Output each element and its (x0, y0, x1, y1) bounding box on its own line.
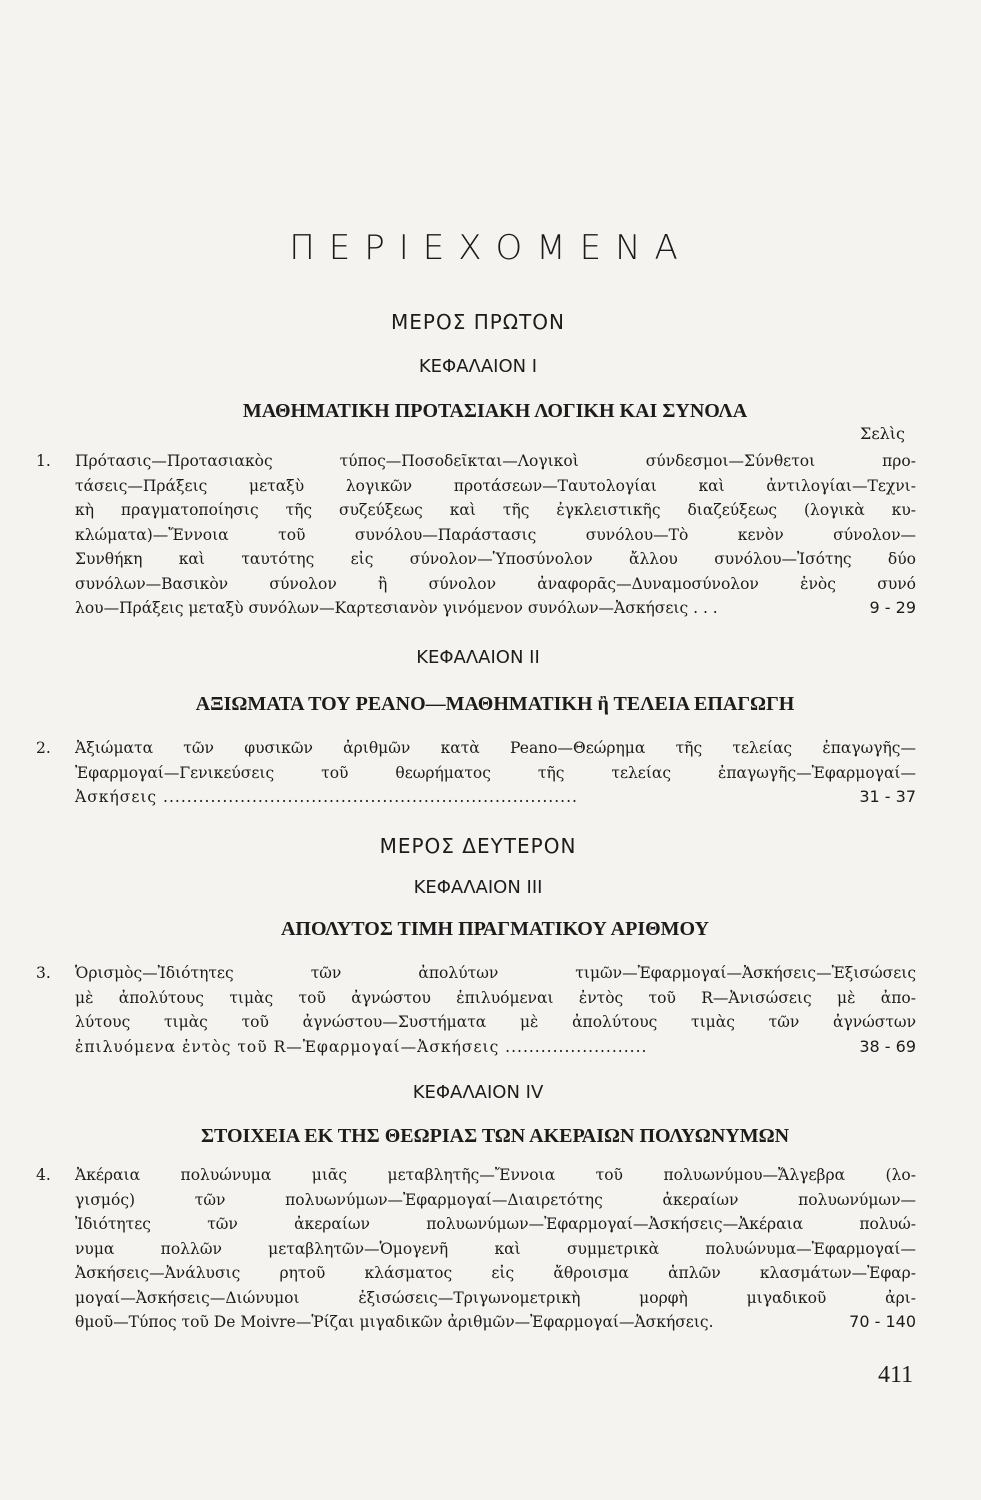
chapter-title-2: ΑΞΙΩΜΑΤΑ ΤΟΥ PEANO—ΜΑΘΗΜΑΤΙΚΗ ἢ ΤΕΛΕΙΑ ΕΠΑΓΩΓΗ (195, 693, 795, 715)
entry-text-line: τάσεις—Πράξεις μεταξὺ λογικῶν προτάσεων—Ταυτολογίαι καὶ ἀντιλογίαι—Τεχνι- (75, 476, 916, 495)
page-range: 9 - 29 (869, 598, 916, 617)
entry-number: 3. (36, 964, 51, 982)
entry-text-line: Ἀσκήσεις ...................................................................... (75, 788, 578, 806)
entry-text-line: κὴ πραγματοποίησις τῆς συζεύξεως καὶ τῆς ἐγκλειστικῆς διαζεύξεως (λογικὰ κυ- (75, 501, 916, 519)
entry-text-line: Ἐφαρμογαί—Γενικεύσεις τοῦ θεωρήματος τῆς τελείας ἐπαγωγῆς—Ἐφαρμογαί— (75, 763, 916, 782)
chapter-label-3: ΚΕΦΑΛΑΙΟΝ III (413, 877, 543, 898)
part-heading-1: ΜΕΡΟΣ ΠΡΩΤΟΝ (391, 310, 565, 334)
chapter-title-4: ΣΤΟΙΧΕΙΑ ΕΚ ΤΗΣ ΘΕΩΡΙΑΣ ΤΩΝ ΑΚΕΡΑΙΩΝ ΠΟΛΥΩΝΥΜΩΝ (200, 1125, 790, 1147)
entry-text-line: ἐπιλυόμενα ἐντὸς τοῦ R—Ἐφαρμογαί—Ἀσκήσεις ........................ (75, 1037, 648, 1056)
part-heading-2: ΜΕΡΟΣ ΔΕΥΤΕΡΟΝ (379, 834, 577, 858)
toc-entry-4 (36, 1163, 916, 1335)
chapter-title-1: ΜΑΘΗΜΑΤΙΚΗ ΠΡΟΤΑΣΙΑΚΗ ΛΟΓΙΚΗ ΚΑΙ ΣΥΝΟΛΑ (242, 400, 748, 422)
toc-entry-2 (36, 736, 916, 810)
entry-text-line: Συνθήκη καὶ ταυτότης εἰς σύνολον—Ὑποσύνολον ἄλλου συνόλου—Ἰσότης δύο (75, 550, 916, 568)
entry-number: 1. (36, 452, 51, 470)
entry-number: 4. (36, 1166, 51, 1184)
entry-text-line: νυμα πολλῶν μεταβλητῶν—Ὁμογενῆ καὶ συμμετρικὰ πολυώνυμα—Ἐφαρμογαί— (75, 1239, 916, 1258)
entry-text-line: λου—Πράξεις μεταξὺ συνόλων—Καρτεσιανὸν γινόμενον συνόλων—Ἀσκήσεις . . . (75, 599, 718, 617)
toc-entry-1 (36, 449, 916, 621)
entry-text-line: Ἰδιότητες τῶν ἀκεραίων πολυωνύμων—Ἐφαρμογαί—Ἀσκήσεις—Ἀκέραια πολυώ- (75, 1215, 916, 1233)
entry-text-line: Πρότασις—Προτασιακὸς τύπος—Ποσοδεῖκται—Λογικοὶ σύνδεσμοι—Σύνθετοι προ- (75, 452, 916, 470)
toc-entry-3 (36, 961, 916, 1059)
entry-text-line: λύτους τιμὰς τοῦ ἀγνώστου—Συστήματα μὲ ἀπολύτους τιμὰς τῶν ἀγνώστων (75, 1013, 916, 1031)
chapter-label-1: ΚΕΦΑΛΑΙΟΝ I (418, 356, 538, 377)
entry-text-line: Ὁρισμὸς—Ἰδιότητες τῶν ἀπολύτων τιμῶν—Ἐφαρμογαί—Ἀσκήσεις—Ἐξισώσεις (75, 964, 916, 982)
entry-text-line: μογαί—Ἀσκήσεις—Διώνυμοι ἐξισώσεις—Τριγωνομετρικὴ μορφὴ μιγαδικοῦ ἀρι- (75, 1288, 916, 1307)
entry-text-line: μὲ ἀπολύτους τιμὰς τοῦ ἀγνώστου ἐπιλυόμεναι ἐντὸς τοῦ R—Ἀνισώσεις μὲ ἀπο- (75, 988, 916, 1007)
chapter-label-4: ΚΕΦΑΛΑΙΟΝ IV (412, 1082, 544, 1103)
chapter-label-2: ΚΕΦΑΛΑΙΟΝ II (416, 647, 540, 668)
entry-text-line: Ἀσκήσεις—Ἀνάλυσις ρητοῦ κλάσματος εἰς ἄθροισμα ἁπλῶν κλασμάτων—Ἐφαρ- (75, 1264, 916, 1282)
entry-text-line: γισμός) τῶν πολυωνύμων—Ἐφαρμογαί—Διαιρετότης ἀκεραίων πολυωνύμων— (75, 1190, 916, 1209)
page-number: 411 (878, 1362, 914, 1388)
chapter-title-3: ΑΠΟΛΥΤΟΣ ΤΙΜΗ ΠΡΑΓΜΑΤΙΚΟΥ ΑΡΙΘΜΟΥ (280, 918, 710, 940)
entry-text-line: θμοῦ—Τύπος τοῦ De Moivre—Ῥίζαι μιγαδικῶν ἀριθμῶν—Ἐφαρμογαί—Ἀσκήσεις. (75, 1313, 714, 1331)
page-range: 31 - 37 (859, 787, 916, 806)
page-column-label: Σελὶς (860, 424, 905, 443)
page-range: 70 - 140 (849, 1312, 916, 1331)
entry-text-line: συνόλων—Βασικὸν σύνολον ἢ σύνολον ἀναφορᾶς—Δυναμοσύνολον ἑνὸς συνό (75, 574, 916, 593)
entry-text-line: κλώματα)—Ἔννοια τοῦ συνόλου—Παράστασις συνόλου—Τὸ κενὸν σύνολον— (75, 525, 916, 544)
entry-text-line: Ἀκέραια πολυώνυμα μιᾶς μεταβλητῆς—Ἔννοια τοῦ πολυωνύμου—Ἄλγεβρα (λο- (75, 1166, 916, 1184)
page-range: 38 - 69 (859, 1036, 916, 1056)
page-title: ΠΕΡΙΕΧΟΜΕΝΑ (289, 228, 692, 268)
entry-text-line: Ἀξιώματα τῶν φυσικῶν ἀριθμῶν κατὰ Peano—Θεώρημα τῆς τελείας ἐπαγωγῆς— (75, 739, 916, 757)
entry-number: 2. (36, 739, 51, 757)
